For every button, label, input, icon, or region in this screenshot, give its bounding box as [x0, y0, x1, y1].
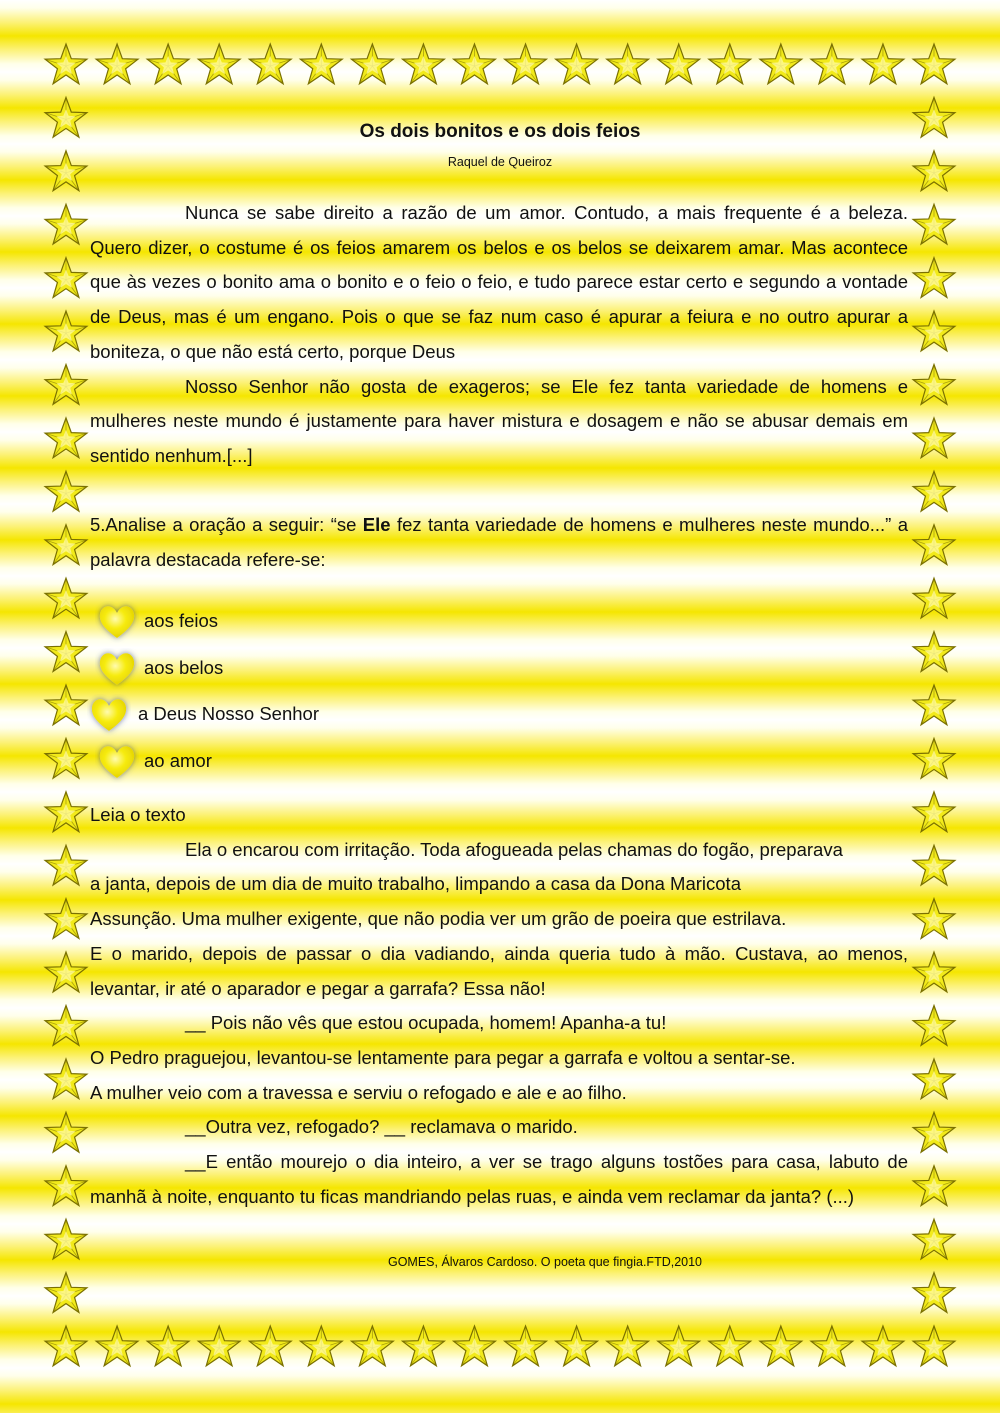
star-icon: [45, 792, 87, 832]
heart-icon: [95, 648, 139, 690]
author-name: Raquel de Queiroz: [447, 155, 553, 169]
dialogue-1: __ Pois não vês que estou ocupada, homem! Apanha-a tu!: [185, 1012, 667, 1034]
star-icon: [351, 44, 393, 84]
heart-icon: [87, 694, 131, 736]
star-icon: [913, 792, 955, 832]
option-label: aos feios: [144, 610, 219, 631]
heart-icon: [95, 741, 139, 783]
star-icon: [913, 685, 955, 725]
option-label: ao amor: [144, 750, 212, 771]
star-icon: [913, 204, 955, 244]
star-icon: [45, 685, 87, 725]
star-icon: [402, 1326, 444, 1366]
star-icon: [45, 1166, 87, 1206]
star-icon: [709, 44, 751, 84]
star-icon: [45, 1326, 87, 1366]
star-icon: [45, 899, 87, 939]
option-ao-amor[interactable]: [95, 741, 395, 783]
excerpt-2-heading: Leia o texto: [90, 804, 186, 825]
star-icon: [913, 578, 955, 618]
star-icon: [45, 258, 87, 298]
question-after: fez tanta variedade de homens e mulheres neste mundo...” a palavra destacada refere-se:: [90, 514, 908, 570]
option-aos-belos[interactable]: [95, 648, 395, 690]
star-icon: [45, 525, 87, 565]
star-icon: [96, 44, 138, 84]
star-icon: [658, 44, 700, 84]
star-icon: [913, 1006, 955, 1046]
star-icon: [913, 952, 955, 992]
star-icon: [862, 1326, 904, 1366]
star-icon: [913, 311, 955, 351]
star-icon: [300, 1326, 342, 1366]
star-icon: [913, 632, 955, 672]
excerpt-2-line-2: a janta, depois de um dia de muito trabalho, limpando a casa da Dona Maricota: [90, 873, 741, 895]
star-icon: [96, 1326, 138, 1366]
star-icon: [913, 899, 955, 939]
star-icon: [913, 1166, 955, 1206]
dialogue-2: __Outra vez, refogado? __ reclamava o marido.: [185, 1116, 578, 1138]
star-icon: [45, 845, 87, 885]
excerpt-2-line-4: O Pedro praguejou, levantou-se lentamente para pegar a garrafa e voltou a sentar-se.: [90, 1046, 796, 1068]
star-icon: [913, 418, 955, 458]
citation: GOMES, Álvaros Cardoso. O poeta que fingia.FTD,2010: [387, 1255, 703, 1269]
star-icon: [760, 44, 802, 84]
star-icon: [811, 1326, 853, 1366]
star-icon: [505, 1326, 547, 1366]
star-icon: [45, 632, 87, 672]
star-icon: [454, 44, 496, 84]
heart-icon: [95, 601, 139, 643]
star-icon: [402, 44, 444, 84]
star-icon: [913, 845, 955, 885]
star-icon: [45, 1273, 87, 1313]
star-icon: [556, 44, 598, 84]
star-icon: [913, 1273, 955, 1313]
text-excerpt-1: [90, 196, 908, 474]
star-icon: [913, 1112, 955, 1152]
question-text: [90, 508, 908, 577]
star-icon: [454, 1326, 496, 1366]
star-icon: [913, 1326, 955, 1366]
star-icon: [913, 1219, 955, 1259]
star-icon: [45, 1219, 87, 1259]
star-icon: [300, 44, 342, 84]
star-icon: [556, 1326, 598, 1366]
star-icon: [913, 525, 955, 565]
star-icon: [45, 952, 87, 992]
dialogue-3: __E então mourejo o dia inteiro, a ver se trago alguns tostões para casa, labuto de manhã à noite, enquanto tu ficas mandriando pelas ruas, e ainda vem reclamar da janta? (...): [90, 1151, 908, 1207]
star-icon: [249, 1326, 291, 1366]
star-icon: [249, 44, 291, 84]
star-icon: [658, 1326, 700, 1366]
star-icon: [862, 44, 904, 84]
star-icon: [45, 578, 87, 618]
question-5: [90, 508, 908, 577]
star-icon: [45, 365, 87, 405]
star-icon: [147, 1326, 189, 1366]
star-icon: [811, 44, 853, 84]
star-icon: [913, 258, 955, 298]
star-icon: [198, 44, 240, 84]
excerpt-2-paragraph-2: E o marido, depois de passar o dia vadiando, ainda queria tudo à mão. Custava, ao menos, levantar, ir até o aparador e pegar a garrafa? Essa não!: [90, 942, 908, 999]
page-title: Os dois bonitos e os dois feios: [359, 121, 641, 142]
excerpt-2-line-1: Ela o encarou com irritação. Toda afogueada pelas chamas do fogão, preparava: [185, 838, 843, 860]
star-icon: [45, 44, 87, 84]
star-icon: [607, 44, 649, 84]
star-icon: [45, 1112, 87, 1152]
star-icon: [913, 738, 955, 778]
option-label: aos belos: [144, 657, 224, 678]
star-icon: [45, 204, 87, 244]
star-icon: [760, 1326, 802, 1366]
question-highlight: Ele: [362, 514, 391, 535]
star-icon: [147, 44, 189, 84]
excerpt-1-paragraph-1: Nunca se sabe direito a razão de um amor. Contudo, a mais frequente é a beleza. Quero dizer, o costume é os feios amarem os belos e os belos se deixarem amar. Mas acontece que às vezes o bonito ama o bonito e o feio o feio, e tudo parece estar certo e segundo a vontade de Deus, mas é um engano. Pois o que se faz num caso é apurar a feiura e no outro apurar a boniteza, o que não está certo, porque Deus: [90, 202, 908, 362]
star-icon: [913, 471, 955, 511]
star-icon: [913, 1059, 955, 1099]
excerpt-1-paragraph-2: Nosso Senhor não gosta de exageros; se Ele fez tanta variedade de homens e mulheres neste mundo é justamente para haver mistura e dosagem e não se abusar demais em sentido nenhum.[...]: [90, 375, 908, 466]
star-icon: [709, 1326, 751, 1366]
star-icon: [351, 1326, 393, 1366]
excerpt-2-line-3: Assunção. Uma mulher exigente, que não podia ver um grão de poeira que estrilava.: [90, 908, 787, 930]
text-excerpt-2: [90, 798, 908, 1214]
option-a-deus-nosso-senhor[interactable]: [95, 694, 395, 736]
star-icon: [505, 44, 547, 84]
star-icon: [607, 1326, 649, 1366]
star-icon: [45, 738, 87, 778]
star-icon: [45, 471, 87, 511]
star-icon: [45, 1059, 87, 1099]
question-before: 5.Analise a oração a seguir: “se: [90, 514, 363, 535]
option-label: a Deus Nosso Senhor: [138, 703, 319, 724]
star-icon: [45, 1006, 87, 1046]
star-icon: [198, 1326, 240, 1366]
star-icon: [913, 44, 955, 84]
option-aos-feios[interactable]: [95, 601, 395, 643]
star-icon: [45, 418, 87, 458]
star-icon: [45, 311, 87, 351]
excerpt-2-line-5: A mulher veio com a travessa e serviu o refogado e ale e ao filho.: [90, 1081, 627, 1103]
star-icon: [913, 365, 955, 405]
